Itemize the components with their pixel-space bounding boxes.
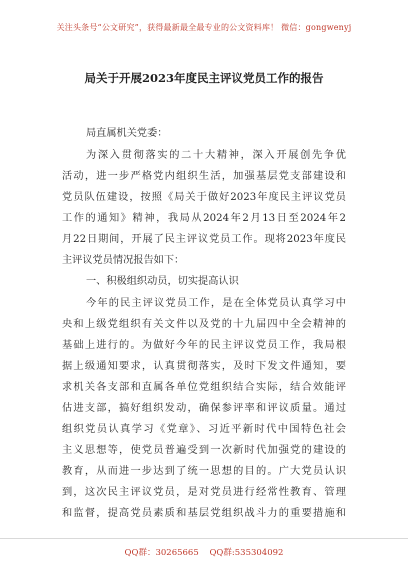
paragraph-line: 活动，进一步严格党内组织生活，加强基层党支部建设和	[62, 171, 346, 182]
footer-divider	[0, 538, 408, 539]
paragraph-line: 月22日期间，开展了民主评议党员工作。现将2023年度民	[62, 234, 346, 245]
paragraph-line: 今年的民主评议党员工作，是在全体党员认真学习中	[86, 298, 346, 309]
qq-group-2: QQ群:535304092	[209, 548, 284, 558]
section-heading: 一、积极组织动员，切实提高认识	[86, 276, 239, 287]
paragraph-line: 主评议党员情况报告如下：	[62, 255, 185, 266]
paragraph-line: 央和上级党组织有关文件以及党的十九届四中全会精神的	[62, 319, 346, 330]
paragraph-line: 求机关各支部和直属各单位党组织结合实际，结合效能评	[62, 382, 346, 393]
paragraph-line: 估进支部，搞好组织发动，确保参评率和评议质量。通过	[62, 403, 346, 414]
qq-group-1: QQ群：30265665	[124, 548, 199, 558]
paragraph-line: 和监督，提高党员素质和基层党组织战斗力的重要措施和	[62, 508, 346, 519]
document-title: 局关于开展2023年度民主评议党员工作的报告	[84, 71, 324, 85]
paragraph-line: 到，这次民主评议党员，是对党员进行经常性教育、管理	[62, 487, 346, 498]
promo-banner: 关注头条号“公文研究”，获得最新最全最专业的公文资料库！ 微信：gongwenyj	[56, 23, 352, 32]
footer-contact	[0, 546, 408, 558]
paragraph-line: 据上级通知要求，认真贯彻落实，及时下发文件通知，要	[62, 361, 346, 372]
paragraph-line: 组织党员认真学习《党章》、习近平新时代中国特色社会	[62, 424, 346, 435]
paragraph-line: 教育，从而进一步达到了统一思想的目的。广大党员认识	[62, 466, 346, 477]
salutation: 局直属机关党委：	[86, 128, 168, 139]
paragraph-line: 主义思想等，使党员普遍受到一次新时代加强党的建设的	[62, 445, 346, 456]
paragraph-line: 党员队伍建设，按照《局关于做好2023年度民主评议党员	[62, 192, 346, 203]
paragraph-line: 工作的通知》精神，我局从2024年2月13日至2024年2	[62, 213, 346, 224]
paragraph-line: 为深入贯彻落实的二十大精神，深入开展创先争优	[86, 150, 346, 161]
paragraph-line: 基础上进行的。为做好今年的民主评议党员工作，我局根	[62, 340, 346, 351]
